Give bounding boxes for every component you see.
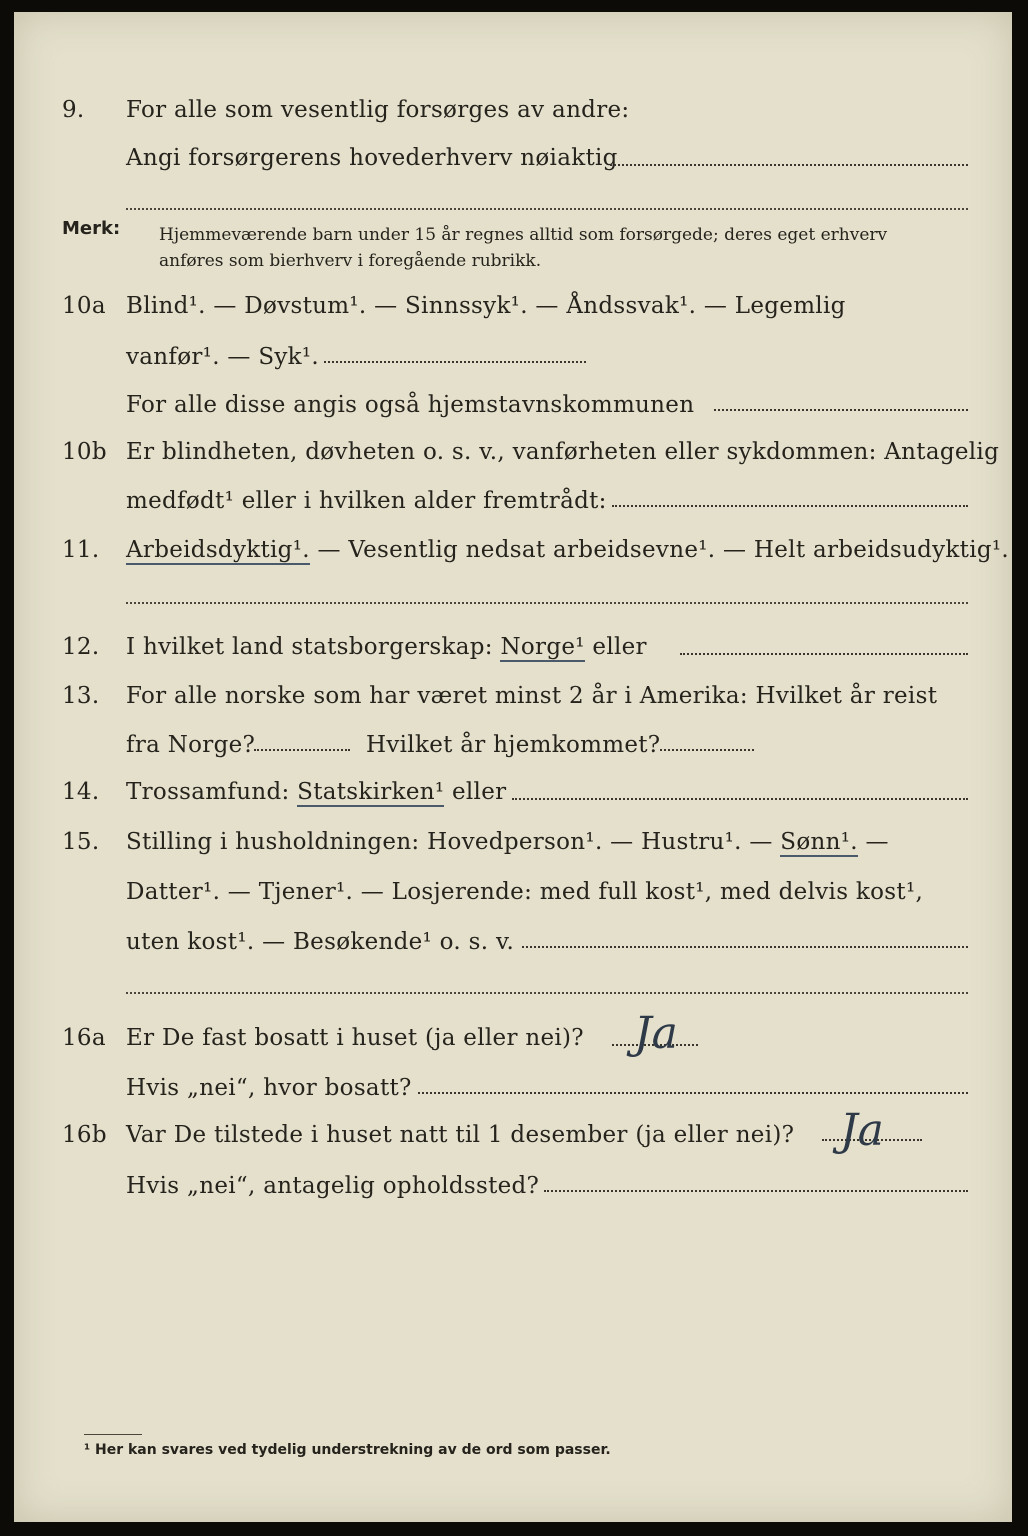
- q16a-text-1: Er De fast bosatt i huset (ja eller nei)?: [126, 1025, 584, 1051]
- q9-row: [14, 90, 1012, 130]
- q9-row-2: [14, 138, 1012, 178]
- q16a-row: [14, 1018, 1012, 1058]
- q10a-text-2: vanfør¹. — Syk¹.: [126, 344, 320, 370]
- q15-answer-line[interactable]: [522, 946, 968, 948]
- q16b-opholdssted-line[interactable]: [544, 1190, 968, 1192]
- q10a-text-1: Blind¹. — Døvstum¹. — Sinnssyk¹. — Åndssvak¹. — Legemlig: [126, 293, 846, 319]
- q12-text-3: eller: [584, 634, 647, 660]
- q12-answer-line[interactable]: [680, 653, 968, 655]
- q16b-text-2: Hvis „nei“, antagelig opholdssted?: [126, 1173, 540, 1199]
- q15-row-3: [14, 922, 1012, 962]
- q11-arbeidsdyktig-underlined[interactable]: Arbeidsdyktig¹.: [126, 537, 310, 563]
- q14-number: 14.: [62, 779, 100, 805]
- q14-text: [126, 772, 506, 812]
- q14-text-3: eller: [444, 779, 507, 805]
- q13-reist-line[interactable]: [254, 749, 350, 751]
- q16a-text-2: Hvis „nei“, hvor bosatt?: [126, 1075, 412, 1101]
- census-form-page: [14, 12, 1012, 1522]
- q10b-row: [14, 432, 1012, 472]
- q14-answer-line[interactable]: [512, 798, 968, 800]
- q15-row-2: [14, 872, 1012, 912]
- q11-text-rest: — Vesentlig nedsat arbeidsevne¹. — Helt arbeidsudyktig¹.: [309, 537, 1010, 563]
- q13-hjemkommet-line[interactable]: [660, 749, 754, 751]
- q10b-answer-line[interactable]: [612, 505, 968, 507]
- merk-text-2: anføres som bierhverv i foregående rubrikk.: [159, 251, 542, 271]
- q13-text-2a: fra Norge?: [126, 732, 256, 758]
- q15-row: [14, 822, 1012, 862]
- footnote: ¹ Her kan svares ved tydelig understrekning av de ord som passer.: [84, 1442, 611, 1458]
- q9-text-1: For alle som vesentlig forsørges av andre:: [126, 97, 630, 123]
- merk-text-1: Hjemmeværende barn under 15 år regnes alltid som forsørgede; deres eget erhverv: [159, 225, 888, 245]
- q16b-number: 16b: [62, 1122, 107, 1148]
- q10a-row-2: [14, 337, 1012, 377]
- q15-text-3: uten kost¹. — Besøkende¹ o. s. v.: [126, 929, 515, 955]
- q15-text-1c: —: [857, 829, 889, 855]
- q11-number: 11.: [62, 537, 100, 563]
- merk-label: Merk:: [62, 218, 121, 239]
- q13-row-2: [14, 725, 1012, 765]
- q15-text-2: Datter¹. — Tjener¹. — Losjerende: med full kost¹, med delvis kost¹,: [126, 879, 924, 905]
- q10b-row-2: [14, 481, 1012, 521]
- q16a-handwritten-answer: Ja: [634, 1008, 678, 1059]
- q15-text-1a: Stilling i husholdningen: Hovedperson¹. — Hustru¹. —: [126, 829, 781, 855]
- q10a-number: 10a: [62, 293, 106, 319]
- q13-row: [14, 676, 1012, 716]
- q10b-number: 10b: [62, 439, 107, 465]
- q12-row: [14, 627, 1012, 667]
- q16b-row-2: [14, 1166, 1012, 1206]
- q10a-answer-line[interactable]: [324, 361, 586, 363]
- q14-statskirken-underlined[interactable]: Statskirken¹: [297, 779, 445, 805]
- q9-text-2: Angi forsørgerens hovederhverv nøiaktig: [126, 145, 618, 171]
- q14-row: [14, 772, 1012, 812]
- q16b-text-1: Var De tilstede i huset natt til 1 desember (ja eller nei)?: [126, 1122, 795, 1148]
- q12-norge-underlined[interactable]: Norge¹: [500, 634, 585, 660]
- q11-separator: [126, 602, 968, 604]
- q9-answer-line[interactable]: [610, 164, 968, 166]
- q10a-row-3: [14, 385, 1012, 425]
- q15-text-1: [126, 822, 889, 862]
- footnote-divider: [84, 1434, 142, 1435]
- q12-number: 12.: [62, 634, 100, 660]
- q13-text-1: For alle norske som har været minst 2 år i Amerika: Hvilket år reist: [126, 683, 938, 709]
- q16a-row-2: [14, 1068, 1012, 1108]
- q11-row: [14, 530, 1012, 570]
- q10a-row: [14, 286, 1012, 326]
- q10a-hjemstavn-line[interactable]: [714, 409, 968, 411]
- q9-number: 9.: [62, 97, 85, 123]
- q11-text: [126, 530, 1009, 570]
- q10b-text-1: Er blindheten, døvheten o. s. v., vanførheten eller sykdommen: Antagelig: [126, 439, 1000, 465]
- q16b-handwritten-answer: Ja: [840, 1105, 884, 1156]
- q9-answer-line-2[interactable]: [126, 208, 968, 210]
- q13-number: 13.: [62, 683, 100, 709]
- q16a-number: 16a: [62, 1025, 106, 1051]
- q12-text-1: I hvilket land statsborgerskap:: [126, 634, 501, 660]
- q15-separator: [126, 992, 968, 994]
- q13-text-2b: Hvilket år hjemkommet?: [366, 732, 661, 758]
- q14-text-1: Trossamfund:: [126, 779, 298, 805]
- q15-sonn-underlined[interactable]: Sønn¹.: [780, 829, 858, 855]
- q10b-text-2: medfødt¹ eller i hvilken alder fremtrådt:: [126, 488, 607, 514]
- q15-number: 15.: [62, 829, 100, 855]
- q12-text: [126, 627, 647, 667]
- q10a-text-3: For alle disse angis også hjemstavnskommunen: [126, 392, 695, 418]
- q16a-bosatt-line[interactable]: [418, 1092, 968, 1094]
